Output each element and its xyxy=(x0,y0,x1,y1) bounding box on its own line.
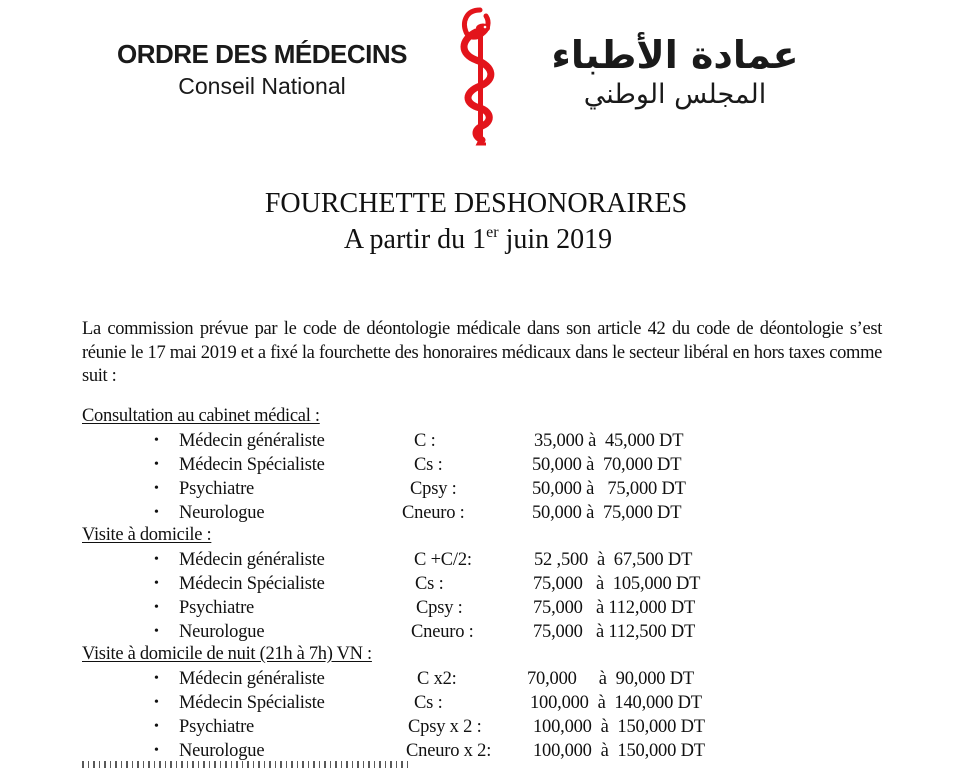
practitioner-type: Psychiatre xyxy=(179,478,255,499)
fee-row xyxy=(82,620,902,644)
logo-fr-line2: Conseil National xyxy=(178,73,346,99)
fee-row xyxy=(82,453,902,477)
cut-off-text-fragment xyxy=(82,761,412,768)
logo-french xyxy=(112,38,412,102)
practitioner-type: Médecin Spécialiste xyxy=(179,692,325,713)
fee-code: Cs : xyxy=(414,454,443,475)
fee-row xyxy=(82,715,902,739)
fee-row xyxy=(82,572,902,596)
section-domicile xyxy=(82,524,902,644)
practitioner-type: Médecin généraliste xyxy=(179,430,325,451)
fee-range: 70,000 à 90,000 DT xyxy=(527,668,695,689)
bullet-icon: • xyxy=(154,742,159,758)
practitioner-type: Médecin Spécialiste xyxy=(179,454,325,475)
fee-row xyxy=(82,501,902,525)
bullet-icon: • xyxy=(154,504,159,520)
fee-range: 35,000 à 45,000 DT xyxy=(534,430,684,451)
practitioner-type: Neurologue xyxy=(179,740,265,761)
bullet-icon: • xyxy=(154,432,159,448)
fee-range: 100,000 à 150,000 DT xyxy=(533,740,705,761)
fee-code: Cs : xyxy=(414,692,443,713)
bullet-icon: • xyxy=(154,694,159,710)
practitioner-type: Médecin Spécialiste xyxy=(179,573,325,594)
title-date xyxy=(0,222,960,258)
title-date-superscript: er xyxy=(486,224,499,241)
fee-row xyxy=(82,548,902,572)
section-heading: Consultation au cabinet médical : xyxy=(82,406,320,426)
fee-code: Cs : xyxy=(415,573,444,594)
bullet-icon: • xyxy=(154,551,159,567)
bullet-icon: • xyxy=(154,623,159,639)
fee-range: 75,000 à 105,000 DT xyxy=(533,573,701,594)
fee-row xyxy=(82,691,902,715)
title-date-prefix: A partir du 1 xyxy=(343,224,487,255)
bullet-icon: • xyxy=(154,480,159,496)
logo-ar-line2: المجلس الوطني xyxy=(583,79,767,110)
bullet-icon: • xyxy=(154,456,159,472)
logo-ar-line1: عمادة الأطباء xyxy=(551,33,799,77)
fee-row xyxy=(82,667,902,691)
intro-paragraph: La commission prévue par le code de déontologie médicale dans son article 42 du code de déontologie s’est réunie le 17 mai 2019 et a fixé la fourchette des honoraires médicaux dans le secteur libéral en hors taxes comme suit : xyxy=(82,319,882,386)
title-date-suffix: juin 2019 xyxy=(498,224,613,255)
rod-of-asclepius-icon xyxy=(452,6,508,146)
practitioner-type: Neurologue xyxy=(179,502,265,523)
bullet-icon: • xyxy=(154,670,159,686)
bullet-icon: • xyxy=(154,599,159,615)
fee-code: Cneuro : xyxy=(411,621,474,642)
section-domicile-nuit xyxy=(82,643,902,763)
fee-range: 75,000 à 112,000 DT xyxy=(533,597,696,618)
practitioner-type: Neurologue xyxy=(179,621,265,642)
title-main: FOURCHETTE DESHONORAIRES xyxy=(264,188,688,219)
cut-off-text-line xyxy=(82,758,442,768)
practitioner-type: Psychiatre xyxy=(179,597,255,618)
fee-code: C x2: xyxy=(417,668,457,689)
fee-code: C +C/2: xyxy=(414,549,472,570)
fee-range: 50,000 à 75,000 DT xyxy=(532,502,682,523)
practitioner-type: Médecin généraliste xyxy=(179,668,325,689)
fee-range: 75,000 à 112,500 DT xyxy=(533,621,696,642)
fee-range: 52 ,500 à 67,500 DT xyxy=(534,549,693,570)
fee-range: 50,000 à 75,000 DT xyxy=(532,478,686,499)
bullet-icon: • xyxy=(154,575,159,591)
section-heading: Visite à domicile de nuit (21h à 7h) VN : xyxy=(82,644,372,664)
bullet-icon: • xyxy=(154,718,159,734)
section-heading: Visite à domicile : xyxy=(82,525,212,545)
fee-row xyxy=(82,596,902,620)
document-title xyxy=(0,186,960,258)
fee-code: Cneuro x 2: xyxy=(406,740,492,761)
fee-range: 100,000 à 150,000 DT xyxy=(533,716,705,737)
fee-code: Cpsy : xyxy=(410,478,457,499)
fee-code: Cneuro : xyxy=(402,502,465,523)
letterhead xyxy=(0,0,960,160)
fee-range: 50,000 à 70,000 DT xyxy=(532,454,682,475)
practitioner-type: Médecin généraliste xyxy=(179,549,325,570)
logo-fr-line1: ORDRE DES MÉDECINS xyxy=(116,39,408,69)
fee-code: C : xyxy=(414,430,436,451)
fee-row xyxy=(82,477,902,501)
fee-range: 100,000 à 140,000 DT xyxy=(530,692,702,713)
fee-code: Cpsy x 2 : xyxy=(408,716,482,737)
section-cabinet xyxy=(82,405,902,525)
logo-arabic xyxy=(535,32,815,112)
fee-row xyxy=(82,429,902,453)
practitioner-type: Psychiatre xyxy=(179,716,255,737)
fee-code: Cpsy : xyxy=(416,597,463,618)
